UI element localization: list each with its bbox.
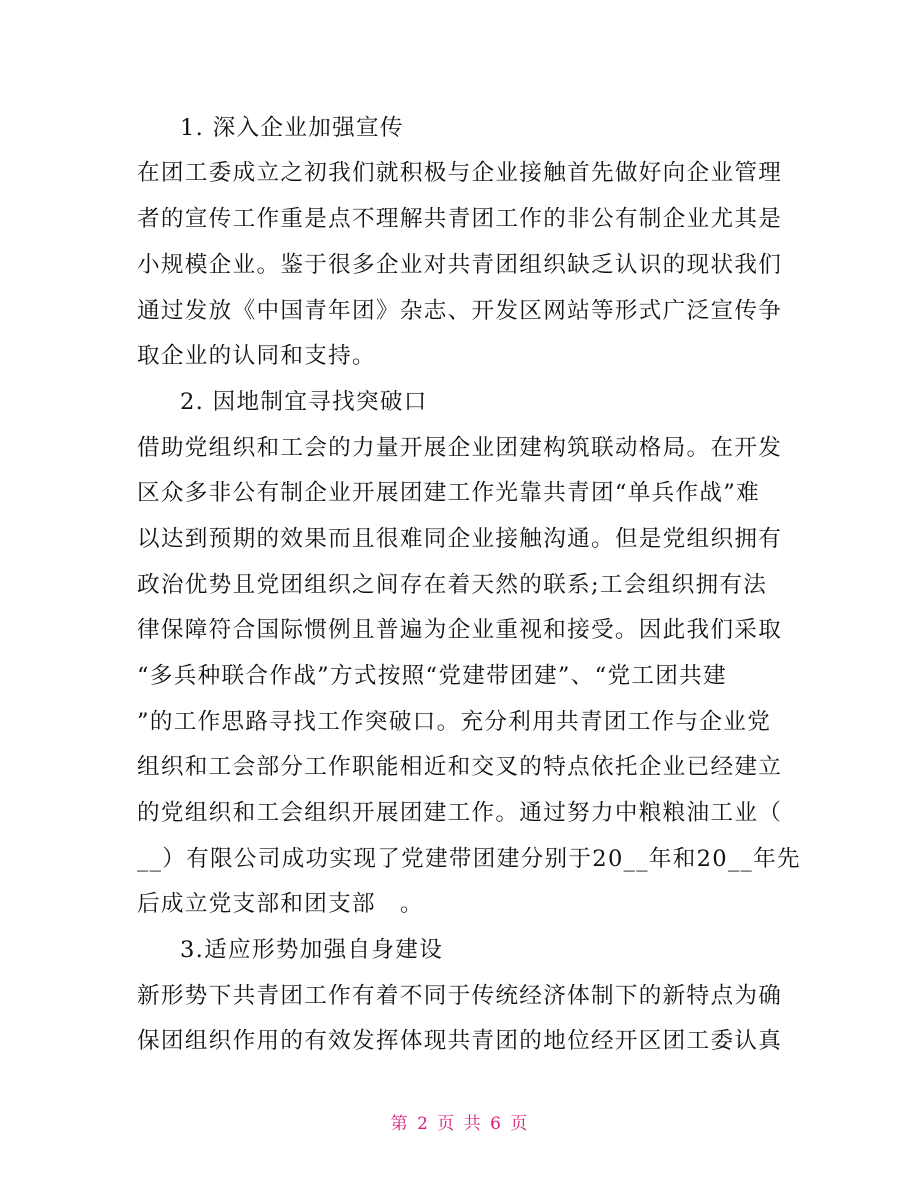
body-line: 取企业的认同和支持。 xyxy=(137,343,376,369)
body-line: 政治优势且党团组织之间存在着天然的联系;工会组织拥有法 xyxy=(137,572,768,598)
body-line: 后成立党支部和团支部 。 xyxy=(137,891,424,917)
body-line: 在团工委成立之初我们就积极与企业接触首先做好向企业管理 xyxy=(137,160,783,186)
body-line: “多兵种联合作战”方式按照“党建带团建”、“党工团共建 xyxy=(137,663,727,689)
body-line: 保团组织作用的有效发挥体现共青团的地位经开区团工委认真 xyxy=(137,1028,783,1054)
body-line: ”的工作思路寻找工作突破口。充分利用共青团工作与企业党 xyxy=(137,709,772,735)
body-line: 通过发放《中国青年团》杂志、开发区网站等形式广泛宣传争 xyxy=(137,298,783,324)
body-line: 者的宣传工作重是点不理解共青团工作的非公有制企业尤其是 xyxy=(137,206,783,232)
body-line: 区众多非公有制企业开展团建工作光靠共青团“单兵作战”难 xyxy=(137,480,761,506)
body-line: 组织和工会部分工作职能相近和交叉的特点依托企业已经建立 xyxy=(137,754,783,780)
section-heading-3: 3.适应形势加强自身建设 xyxy=(180,937,444,963)
body-line: __）有限公司成功实现了党建带团建分别于20__年和20__年先 xyxy=(137,846,801,872)
body-line: 的党组织和工会组织开展团建工作。通过努力中粮粮油工业（ xyxy=(137,800,783,826)
section-heading-2: 2. 因地制宜寻找突破口 xyxy=(180,389,428,415)
body-line: 律保障符合国际惯例且普遍为企业重视和接受。因此我们采取 xyxy=(137,617,783,643)
body-line: 借助党组织和工会的力量开展企业团建构筑联动格局。在开发 xyxy=(137,435,783,461)
body-line: 以达到预期的效果而且很难同企业接触沟通。但是党组织拥有 xyxy=(137,526,783,552)
body-line: 新形势下共青团工作有着不同于传统经济体制下的新特点为确 xyxy=(137,983,783,1009)
page-number-footer: 第 2 页 共 6 页 xyxy=(390,1114,530,1134)
body-line: 小规模企业。鉴于很多企业对共青团组织缺乏认识的现状我们 xyxy=(137,252,783,278)
section-heading-1: 1. 深入企业加强宣传 xyxy=(180,115,404,141)
